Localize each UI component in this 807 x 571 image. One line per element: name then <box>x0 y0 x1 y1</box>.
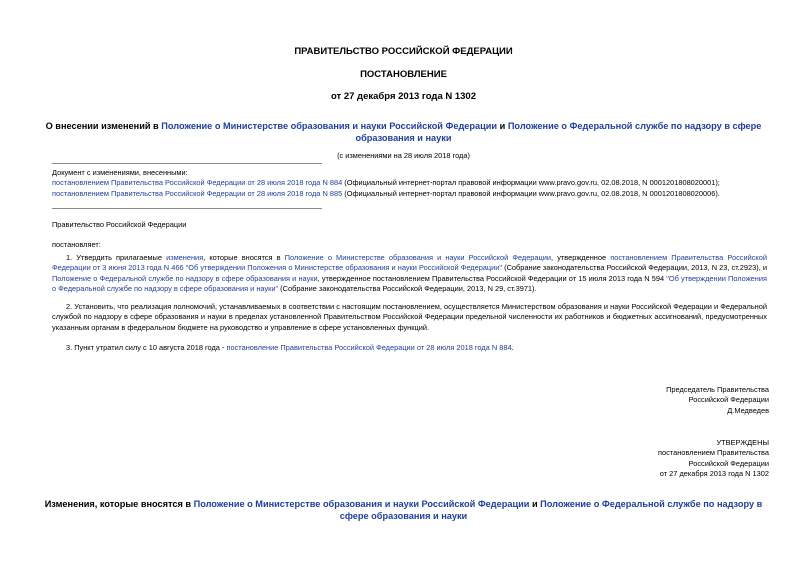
change-item <box>52 189 772 199</box>
top-divider <box>52 163 322 164</box>
p1-link-service-regulation[interactable]: Положение о Федеральной службе по надзору в сфере образования и науки <box>52 273 318 283</box>
p3-text: 3. Пункт утратил силу с 10 августа 2018 года - <box>66 343 227 352</box>
p1-text: (Собрание законодательства Российской Федерации, 2013, N 29, ст.3971). <box>278 284 537 294</box>
government-label: Правительство Российской Федерации <box>52 220 187 229</box>
government-heading: ПРАВИТЕЛЬСТВО РОССИЙСКОЙ ФЕДЕРАЦИИ <box>294 46 513 57</box>
p1-text: (Собрание законодательства Российской Федерации, 2013, N 23, ст.2923), и <box>502 263 767 273</box>
approval-date: от 27 декабря 2013 года N 1302 <box>659 469 769 479</box>
p1-text: , которые вносятся в <box>203 253 285 262</box>
approval-block <box>658 438 769 480</box>
signature-country: Российской Федерации <box>688 395 769 405</box>
p1-link-decree-594[interactable]: "Об утверждении Положения о Федеральной службе по надзору в сфере образования и науки" <box>52 273 767 294</box>
paragraph-3 <box>52 343 767 353</box>
signature-position: Председатель Правительства <box>666 385 769 394</box>
changes-title-prefix: Изменения, которые вносятся в <box>44 499 194 509</box>
changes-title <box>40 499 767 522</box>
approval-heading: УТВЕРЖДЕНЫ <box>716 438 769 447</box>
changes-block <box>52 168 772 199</box>
approval-line: Российской Федерации <box>688 458 769 468</box>
decides-label: постановляет: <box>52 240 101 249</box>
p1-link-ministry-regulation[interactable]: Положение о Министерстве образования и науки Российской Федерации <box>284 253 552 262</box>
approval-line: постановлением Правительства <box>658 448 769 458</box>
changes-title-link-service-regulation[interactable]: Положение о Федеральной службе по надзору в сфере образования и науки <box>339 499 763 521</box>
title-prefix: О внесении изменений в <box>45 121 162 131</box>
signature-block <box>666 385 769 416</box>
changes-title-conjunction: и <box>529 499 541 509</box>
p1-link-decree-466[interactable]: постановлением Правительства Российской Федерации от 3 июня 2013 года N 466 "Об утверждении Положения о Министерстве образования и науки Российской Федерации" <box>52 253 767 273</box>
changes-intro: Документ с изменениями, внесенными: <box>52 168 188 177</box>
change-link-884[interactable]: постановлением Правительства Российской Федерации от 28 июля 2018 года N 884 <box>52 178 343 188</box>
document-title <box>40 121 767 144</box>
title-link-service-regulation[interactable]: Положение о Федеральной службе по надзору в сфере образования и науки <box>355 121 762 143</box>
amendments-subtitle: (с изменениями на 28 июля 2018 года) <box>337 151 470 160</box>
change-item <box>52 178 772 188</box>
paragraph-2: 2. Установить, что реализация полномочий, устанавливаемых в соответствии с настоящим постановлением, осуществляется Министерством образования и науки Российской Федерации и Федеральной службой по надзору в сфере образования и науки в пределах установленной Правительством Российской Федерации предельной численности их работников и бюджетных ассигнований, предусмотренных указанным органам в федеральном бюджете на руководство и управление в сфере установленных функций. <box>52 302 767 332</box>
paragraph-1 <box>52 253 767 295</box>
p3-link-decree-884[interactable]: постановление Правительства Российской Федерации от 28 июля 2018 года N 884 <box>226 343 512 352</box>
p1-text: , утвержденное постановлением Правительства Российской Федерации от 15 июля 2013 года N 594 <box>317 273 667 283</box>
signature-name: Д.Медведев <box>727 405 769 415</box>
title-conjunction: и <box>497 121 508 131</box>
change-link-885[interactable]: постановлением Правительства Российской Федерации от 28 июля 2018 года N 885 <box>52 188 343 198</box>
p1-link-changes[interactable]: изменения <box>166 253 204 262</box>
change-note: (Официальный интернет-портал правовой информации www.pravo.gov.ru, 02.08.2018, N 0001201808020001); <box>342 178 720 188</box>
p1-text: 1. Утвердить прилагаемые <box>66 253 167 262</box>
document-type-heading: ПОСТАНОВЛЕНИЕ <box>360 69 447 80</box>
bottom-divider <box>52 208 322 209</box>
p3-text: . <box>511 343 514 352</box>
p1-text: , утвержденное <box>551 253 611 262</box>
change-note: (Официальный интернет-портал правовой информации www.pravo.gov.ru, 02.08.2018, N 0001201808020006). <box>342 188 720 198</box>
changes-title-link-ministry-regulation[interactable]: Положение о Министерстве образования и науки Российской Федерации <box>193 499 530 509</box>
title-link-ministry-regulation[interactable]: Положение о Министерстве образования и науки Российской Федерации <box>161 121 498 131</box>
document-date-number: от 27 декабря 2013 года N 1302 <box>330 91 476 102</box>
